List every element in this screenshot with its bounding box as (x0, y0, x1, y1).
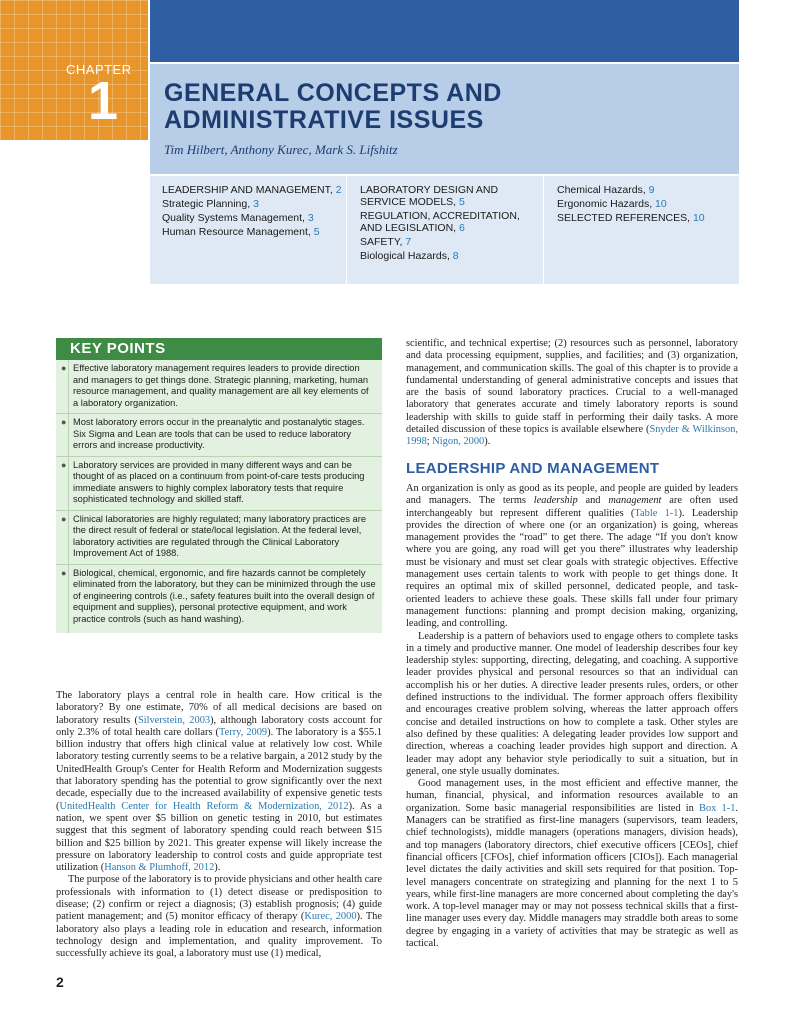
text-run: ), although laboratory costs account for only 2.3% of total health care dollars ( (56, 714, 383, 738)
toc-entry-label: Chemical Hazards, (557, 184, 649, 196)
toc-entry[interactable] (360, 184, 540, 208)
toc-entry-page: 3 (307, 212, 314, 224)
key-point-item (56, 511, 382, 565)
toc-entry[interactable] (557, 198, 733, 210)
toc-entry-label: Strategic Planning, (162, 198, 254, 210)
toc-entry-page: 8 (452, 250, 459, 262)
key-point-item (56, 414, 382, 457)
citation-link[interactable]: Box 1-1 (699, 802, 736, 814)
toc-entry-label: Ergonomic Hazards, (557, 198, 656, 210)
key-points-box (56, 338, 382, 633)
key-point-text: Clinical laboratories are highly regulated; many laboratory practices are the direct result of federal or state/local legislation. At the federal level, laboratory activities are regulated through the Clinical Laboratory Improvement Act of 1988. (73, 513, 366, 558)
header-bar (150, 0, 739, 62)
text-run: Good management uses, in the most efficient and effective manner, the human, financial, physical, and information resources available to an organization. Some basic managerial responsibilities are listed in (406, 778, 738, 814)
toc-entry-label: REGULATION, ACCREDITATION, AND LEGISLATION, (360, 210, 520, 234)
body-paragraph (406, 631, 738, 779)
toc-entry-label: Biological Hazards, (360, 250, 453, 262)
citation-link[interactable]: Terry, 2009 (219, 726, 268, 738)
title-box (150, 64, 739, 174)
text-run: An organization is only as good as its people, and people are guided by leaders and managers. The terms (406, 483, 738, 507)
toc-entry-page: 5 (313, 226, 320, 238)
toc-entry-label: SELECTED REFERENCES, (557, 212, 693, 224)
key-point-text: Laboratory services are provided in many different ways and can be thought of as placed on a continuum from point-of-care tests producing immediate answers to highly complex laboratory tests that require sophisticated technology and skilled staff. (73, 459, 365, 504)
text-run: Leadership is a pattern of behaviors used to engage others to complete tasks in a timely and productive manner. One model of leadership describes four key leadership styles: supporting, directing, delegating, and coaching. A supportive leader provides physical and personal resources so that an individual can accomplish his or her duties. A directive leader presents rules, orders, or other defined instructions to the individual. The former approach offers flexibility and encourages creative problem solving, whereas the latter approach offers concise and detailed instructions on how to complete a task. Other styles are also defined by these qualities: A delegating leader provides low support and direction, whereas a coaching leader provides high support and direction. A leader may adopt any behavior style periodically to suit a situation, but in general, one style usually dominates. (406, 630, 738, 777)
toc-column-2 (360, 184, 540, 264)
citation-link[interactable]: Nigon, 2000 (432, 436, 485, 448)
toc-entry[interactable] (557, 184, 733, 196)
citation-link[interactable]: Kurec, 2000 (304, 911, 357, 923)
title-line-2: ADMINISTRATIVE ISSUES (164, 106, 484, 134)
text-run: The purpose of the laboratory is to provide physicians and other health care professionals with information to (1) detect disease or predisposition to disease; (2) confirm or reject a diagnosis; (3) establish prognosis; (4) guide patient management; and (5) monitor efficacy of therapy ( (56, 874, 382, 923)
text-run: ). As a nation, we spent over $5 billion on genetic testing in 2010, but estimates suggest that this segment of laboratory spending could reach between $15 billion and $25 billion by 2021. This greater expense will likely increase the pressure on laboratory leadership to control costs and guide appropriate test utilization ( (56, 800, 383, 874)
bullet-icon: ● (61, 417, 67, 427)
bullet-icon: ● (61, 363, 67, 373)
toc-entry[interactable] (162, 184, 342, 196)
text-run: ; (426, 436, 433, 448)
page-number: 2 (56, 974, 64, 990)
citation-link[interactable]: Table 1-1 (634, 507, 679, 519)
chapter-label: CHAPTER (66, 62, 132, 77)
text-run: ). (214, 862, 221, 874)
toc-entry-page: 5 (459, 196, 465, 208)
toc-entry[interactable] (162, 212, 342, 224)
toc-entry[interactable] (360, 210, 540, 234)
text-run: ). (484, 436, 491, 448)
left-body-column (56, 690, 382, 961)
key-points-heading: KEY POINTS (56, 338, 382, 360)
toc-entry-label: SAFETY, (360, 236, 406, 248)
body-paragraph (56, 874, 382, 960)
toc-column-1 (162, 184, 342, 240)
toc-entry-page: 10 (692, 212, 705, 224)
text-run: ). Leadership provides the direction of where one (or an organization) is going, whereas management provides the “road” to get there. The adage “If you don't know where you are going, any road will get you there” illustrates why leadership must be visionary and must set clear goals with strategic objectives. Effective management uses certain talents to work with people to get things done. It requires an optimal mix of skilled personnel, dedicated people, and task-oriented leaders to achieve these goals. These skills fall under four primary management functions: planning and prompt decision making, organizing, leading, and controlling. (406, 507, 738, 630)
text-run: ). The laboratory also plays a leading role in education and research, information technology design and implementation, and quality improvement. To successfully achieve its goal, a laboratory must use (1) medical, (56, 911, 382, 960)
chapter-number: 1 (88, 71, 119, 131)
toc-entry-page: 6 (459, 222, 465, 234)
chapter-contents (150, 176, 739, 284)
body-paragraph (406, 338, 738, 449)
text-run: . Managers can be stratified as first-line managers (supervisors, team leaders, chief technologists), middle managers (operations managers, division heads), and top managers (laboratory directors, chief executive officers [CEOs], chief financial officers [CFOs], chief information officers [CIOs]). Each managerial level dictates the daily activities and skill sets required for that position. Top-level managers concentrate on strategizing and planning for the next 1 to 5 years, while first-line managers are more concerned about completing the day's work. A top-level manager may or may not possess technical skills that a first-line manager uses every day. Middle managers may straddle both areas to some degree by engaging in a variety of activities that may be strategic as well as tactical. (406, 802, 738, 949)
toc-entry[interactable] (557, 212, 733, 224)
toc-entry[interactable] (162, 198, 342, 210)
bullet-icon: ● (61, 513, 67, 524)
text-run: scientific, and technical expertise; (2) resources such as personnel, laboratory and data processing equipment, supplies, and facilities; and (3) organization, management, and communication skills. The goal of this chapter is to provide a fundamental understanding of general administrative concepts and issues that are the basis of sound laboratory practices. Crucial to a well-managed laboratory that generates accurate and timely laboratory reports is sound leadership with skills to guide staff in performing their daily tasks. A more detailed discussion of these topics is available elsewhere ( (406, 338, 738, 436)
toc-entry[interactable] (360, 236, 540, 248)
key-point-text: Effective laboratory management requires leaders to provide direction and managers to get things done. Strategic planning, marketing, human resource management, and quality management are all key elements of a laboratory organization. (73, 363, 369, 408)
text-run: ). The laboratory is a $55.1 billion industry that offers high clinical value at relatively low cost. While laboratory testing currently seems to be a relative bargain, a 2012 study by the UnitedHealth Group's Center for Health Reform and Modernization suggests that laboratory spending has the potential to grow significantly over the next decade, especially due to the increased availability of expensive genetic tests ( (56, 726, 382, 812)
toc-column-3 (557, 184, 733, 226)
citation-link[interactable]: Snyder & Wilkinson, 1998 (406, 424, 738, 448)
citation-link[interactable]: Silverstein, 2003 (137, 714, 211, 726)
citation-link[interactable]: UnitedHealth Center for Health Reform & Modernization, 2012 (59, 800, 349, 812)
title-line-1: GENERAL CONCEPTS AND (164, 79, 502, 107)
body-paragraph (56, 690, 382, 874)
chapter-tab (0, 0, 148, 140)
key-points-list (56, 360, 382, 629)
key-point-text: Biological, chemical, ergonomic, and fire hazards cannot be completely eliminated from the laboratory, but they can be minimized through the use of engineering controls (i.e., safety features built into the overall design of equipment and supplies), personal protective equipment, and work practice controls (such as hand washing). (73, 567, 376, 624)
toc-entry-page: 9 (648, 184, 655, 196)
key-point-item (56, 565, 382, 630)
toc-entry-page: 7 (405, 236, 412, 248)
toc-entry-page: 10 (655, 198, 667, 210)
toc-entry[interactable] (162, 226, 342, 238)
toc-entry-label: LEADERSHIP AND MANAGEMENT, (162, 184, 336, 196)
key-point-text: Most laboratory errors occur in the preanalytic and postanalytic stages. Six Sigma and Lean are tools that can be used to reduce laboratory errors and increase productivity. (73, 417, 365, 450)
toc-entry-label: Quality Systems Management, (162, 212, 308, 224)
toc-divider (543, 176, 544, 284)
key-point-item (56, 360, 382, 414)
bullet-icon: ● (61, 459, 67, 470)
section-heading: LEADERSHIP AND MANAGEMENT (406, 460, 660, 477)
right-body-column (406, 483, 738, 950)
chapter-title (164, 80, 502, 134)
toc-entry[interactable] (360, 250, 540, 262)
citation-link[interactable]: Hanson & Plumhoff, 2012 (104, 862, 215, 874)
key-point-item (56, 457, 382, 511)
body-paragraph (406, 483, 738, 631)
right-intro-text (406, 338, 738, 449)
toc-entry-page: 3 (253, 198, 259, 210)
toc-entry-label: LABORATORY DESIGN AND SERVICE MODELS, (360, 184, 499, 208)
text-run: and (577, 495, 609, 507)
toc-divider (346, 176, 347, 284)
body-paragraph (406, 778, 738, 950)
authors: Tim Hilbert, Anthony Kurec, Mark S. Lifshitz (164, 142, 398, 157)
bullet-icon: ● (61, 567, 67, 578)
text-run: leadership (533, 495, 578, 507)
toc-entry-label: Human Resource Management, (162, 226, 314, 238)
text-run: The laboratory plays a central role in health care. How critical is the laboratory? By one estimate, 70% of all medical decisions are based on laboratory results ( (56, 690, 382, 726)
text-run: management (608, 495, 662, 507)
text-run: are often used interchangeably but represent different qualities ( (406, 495, 739, 519)
toc-entry-page: 2 (335, 184, 342, 196)
